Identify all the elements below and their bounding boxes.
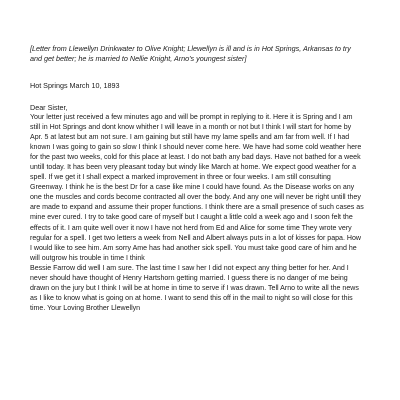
letter-salutation: Dear Sister, xyxy=(30,103,68,112)
letter-body xyxy=(30,113,364,314)
letter-paragraph: Your letter just received a few minutes ago and will be prompt in replying to it. Here it is Spring and I am still in Hot Springs and dont know whither I will leave in a month or not but I think I will start for home by Apr. 5 at latest but am not sure. I am gaining but still have my lame spells and am far from well. If I had known I was going to gain so slow I think I should never come here. We have had some cold weather here for the past two weeks, cold for this place at least. I do not bath any bad days. Have not bathed for a week untill today. It has been very pleasant today but windy like March at home. We expect good weather for a spell. If we get it I shall expect a marked improvement in three or four weeks. I am still consulting Greenway. I think he is the best Dr for a case like mine I could have found. As the Disease works on any one the muscles and cords become contracted all over the body. And any one will never be right untill they are made to expand and assume their proper functions. I think there are a small presence of such cases as mine ever cured. I try to take good care of myself but I caught a little cold a week ago and I soon felt the effects of it. I am quite well over it now I have not herd from Ed and Alice for some time They wrote very regular for a spell. I get two letters a week from Nell and Albert always puts in a lot of kisses for papa. How I would like to see him. Am sorry Ame has had another sick spell. You must take good care of him and he will outgrow his trouble in time I think xyxy=(30,114,364,262)
editor-note: [Letter from Llewellyn Drinkwater to Olive Knight; Llewellyn is ill and is in Hot Springs, Arkansas to try and get better; he is married to Nellie Knight, Arno's youngest sister] xyxy=(30,44,351,63)
letter-paragraph: Bessie Farrow did well I am sure. The last time I saw her I did not expect any thing better for her. And I never should have thought of Henry Hartshorn getting married. I guess there is no danger of me being drawn on the jury but I think I will be at home in time to serve if I was drawn. Tell Arno to write all the news as I like to know what is going on at home. I want to send this off in the mail to night so will close for this time. Your Loving Brother Llewellyn xyxy=(30,264,359,312)
letter-dateline: Hot Springs March 10, 1893 xyxy=(30,81,120,90)
